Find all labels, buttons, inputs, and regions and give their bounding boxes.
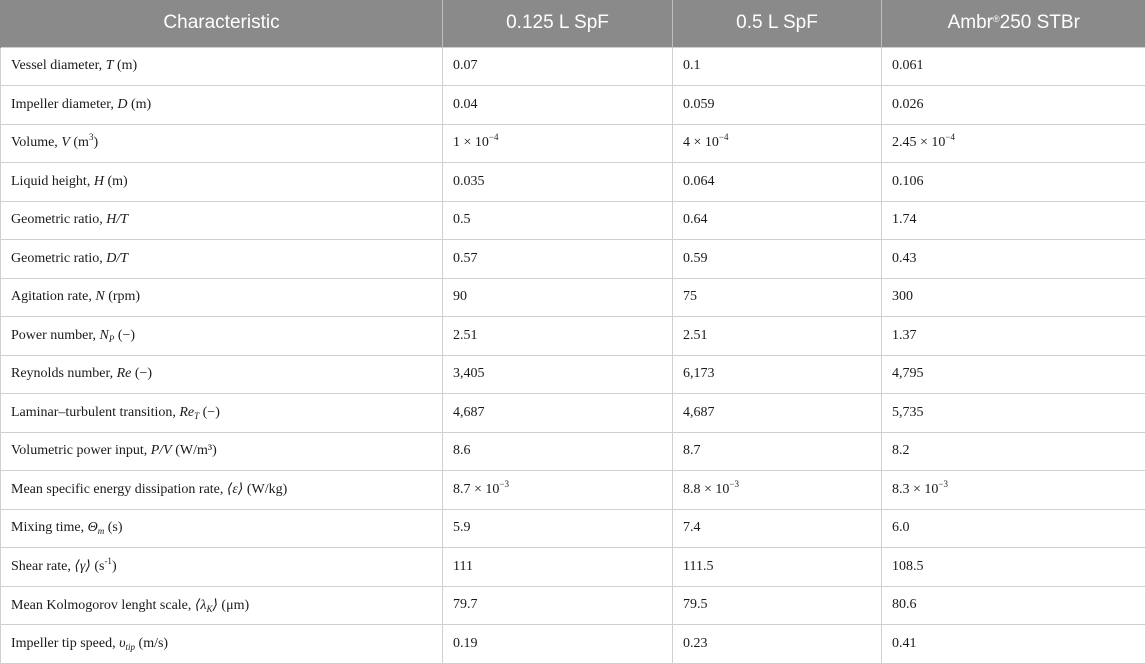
cell-value: 0.061 — [882, 47, 1145, 86]
cell-value: $4 \times 10^{-4}$ — [673, 124, 882, 163]
cell-value: 300 — [882, 278, 1145, 317]
cell-value: 111.5 — [673, 548, 882, 587]
table-row — [1, 317, 1145, 356]
row-label: Impeller tip speed, $\upsilon_{tip}$ (m/s) — [1, 625, 443, 664]
cell-value: 0.106 — [882, 163, 1145, 202]
cell-value: 5,735 — [882, 394, 1145, 433]
cell-value: 0.07 — [443, 47, 673, 86]
row-label: Agitation rate, N (rpm) — [1, 278, 443, 317]
table-row — [1, 471, 1145, 510]
table-row — [1, 625, 1145, 664]
cell-value: 0.035 — [443, 163, 673, 202]
table-row — [1, 394, 1145, 433]
row-label: Mixing time, $\Theta_m$ (s) — [1, 509, 443, 548]
row-label: Vessel diameter, T (m) — [1, 47, 443, 86]
cell-value: 3,405 — [443, 355, 673, 394]
table-row — [1, 163, 1145, 202]
cell-value: 0.23 — [673, 625, 882, 664]
cell-value: 0.026 — [882, 86, 1145, 125]
cell-value: 75 — [673, 278, 882, 317]
cell-value: 0.64 — [673, 201, 882, 240]
cell-value: 6.0 — [882, 509, 1145, 548]
row-label: Volume, V $(m^3)$ — [1, 124, 443, 163]
table-row — [1, 586, 1145, 625]
row-label: Mean Kolmogorov lenght scale, $⟨\lambda_K⟩$ (μm) — [1, 586, 443, 625]
cell-value: 1.74 — [882, 201, 1145, 240]
cell-value: 4,687 — [443, 394, 673, 433]
cell-value: 79.5 — [673, 586, 882, 625]
cell-value: 0.1 — [673, 47, 882, 86]
header-col-ambr250: Ambr®250 STBr — [882, 0, 1145, 47]
cell-value: 0.04 — [443, 86, 673, 125]
table-row — [1, 240, 1145, 279]
table-row — [1, 278, 1145, 317]
row-label: Geometric ratio, H/T — [1, 201, 443, 240]
cell-value: $1 \times 10^{-4}$ — [443, 124, 673, 163]
cell-value: 8.6 — [443, 432, 673, 471]
table-row — [1, 548, 1145, 587]
table-row — [1, 509, 1145, 548]
table-row — [1, 432, 1145, 471]
row-label: Laminar–turbulent transition, $Re_T$ (−) — [1, 394, 443, 433]
cell-value: 0.059 — [673, 86, 882, 125]
cell-value: 0.41 — [882, 625, 1145, 664]
cell-value: 108.5 — [882, 548, 1145, 587]
cell-value: $8.3 \times 10^{-3}$ — [882, 471, 1145, 510]
table-row — [1, 355, 1145, 394]
cell-value: $8.8 \times 10^{-3}$ — [673, 471, 882, 510]
row-label: Mean specific energy dissipation rate, ⟨ε⟩ (W/kg) — [1, 471, 443, 510]
cell-value: 0.19 — [443, 625, 673, 664]
cell-value: 1.37 — [882, 317, 1145, 356]
cell-value: 2.51 — [443, 317, 673, 356]
cell-value: 90 — [443, 278, 673, 317]
row-label: Power number, $N_P$ (−) — [1, 317, 443, 356]
cell-value: 79.7 — [443, 586, 673, 625]
header-characteristic: Characteristic — [1, 0, 443, 47]
cell-value: 0.5 — [443, 201, 673, 240]
header-col-125ml-spf: 0.125 L SpF — [443, 0, 673, 47]
cell-value: 0.064 — [673, 163, 882, 202]
row-label: Geometric ratio, D/T — [1, 240, 443, 279]
cell-value: 4,795 — [882, 355, 1145, 394]
header-col-500ml-spf: 0.5 L SpF — [673, 0, 882, 47]
row-label: Liquid height, H (m) — [1, 163, 443, 202]
cell-value: $8.7 \times 10^{-3}$ — [443, 471, 673, 510]
row-label: Impeller diameter, D (m) — [1, 86, 443, 125]
table-row — [1, 201, 1145, 240]
table-row — [1, 47, 1145, 86]
table-row — [1, 124, 1145, 163]
cell-value: 6,173 — [673, 355, 882, 394]
cell-value: 0.59 — [673, 240, 882, 279]
cell-value: 8.2 — [882, 432, 1145, 471]
cell-value: $2.45 \times 10^{-4}$ — [882, 124, 1145, 163]
header-row — [1, 0, 1145, 47]
row-label: Volumetric power input, P/V (W/m³) — [1, 432, 443, 471]
cell-value: 111 — [443, 548, 673, 587]
row-label: Reynolds number, Re (−) — [1, 355, 443, 394]
cell-value: 4,687 — [673, 394, 882, 433]
table-row — [1, 86, 1145, 125]
cell-value: 0.43 — [882, 240, 1145, 279]
cell-value: 5.9 — [443, 509, 673, 548]
row-label: Shear rate, ⟨γ̇⟩ $(s^{-1})$ — [1, 548, 443, 587]
cell-value: 8.7 — [673, 432, 882, 471]
cell-value: 80.6 — [882, 586, 1145, 625]
cell-value: 2.51 — [673, 317, 882, 356]
cell-value: 7.4 — [673, 509, 882, 548]
cell-value: 0.57 — [443, 240, 673, 279]
